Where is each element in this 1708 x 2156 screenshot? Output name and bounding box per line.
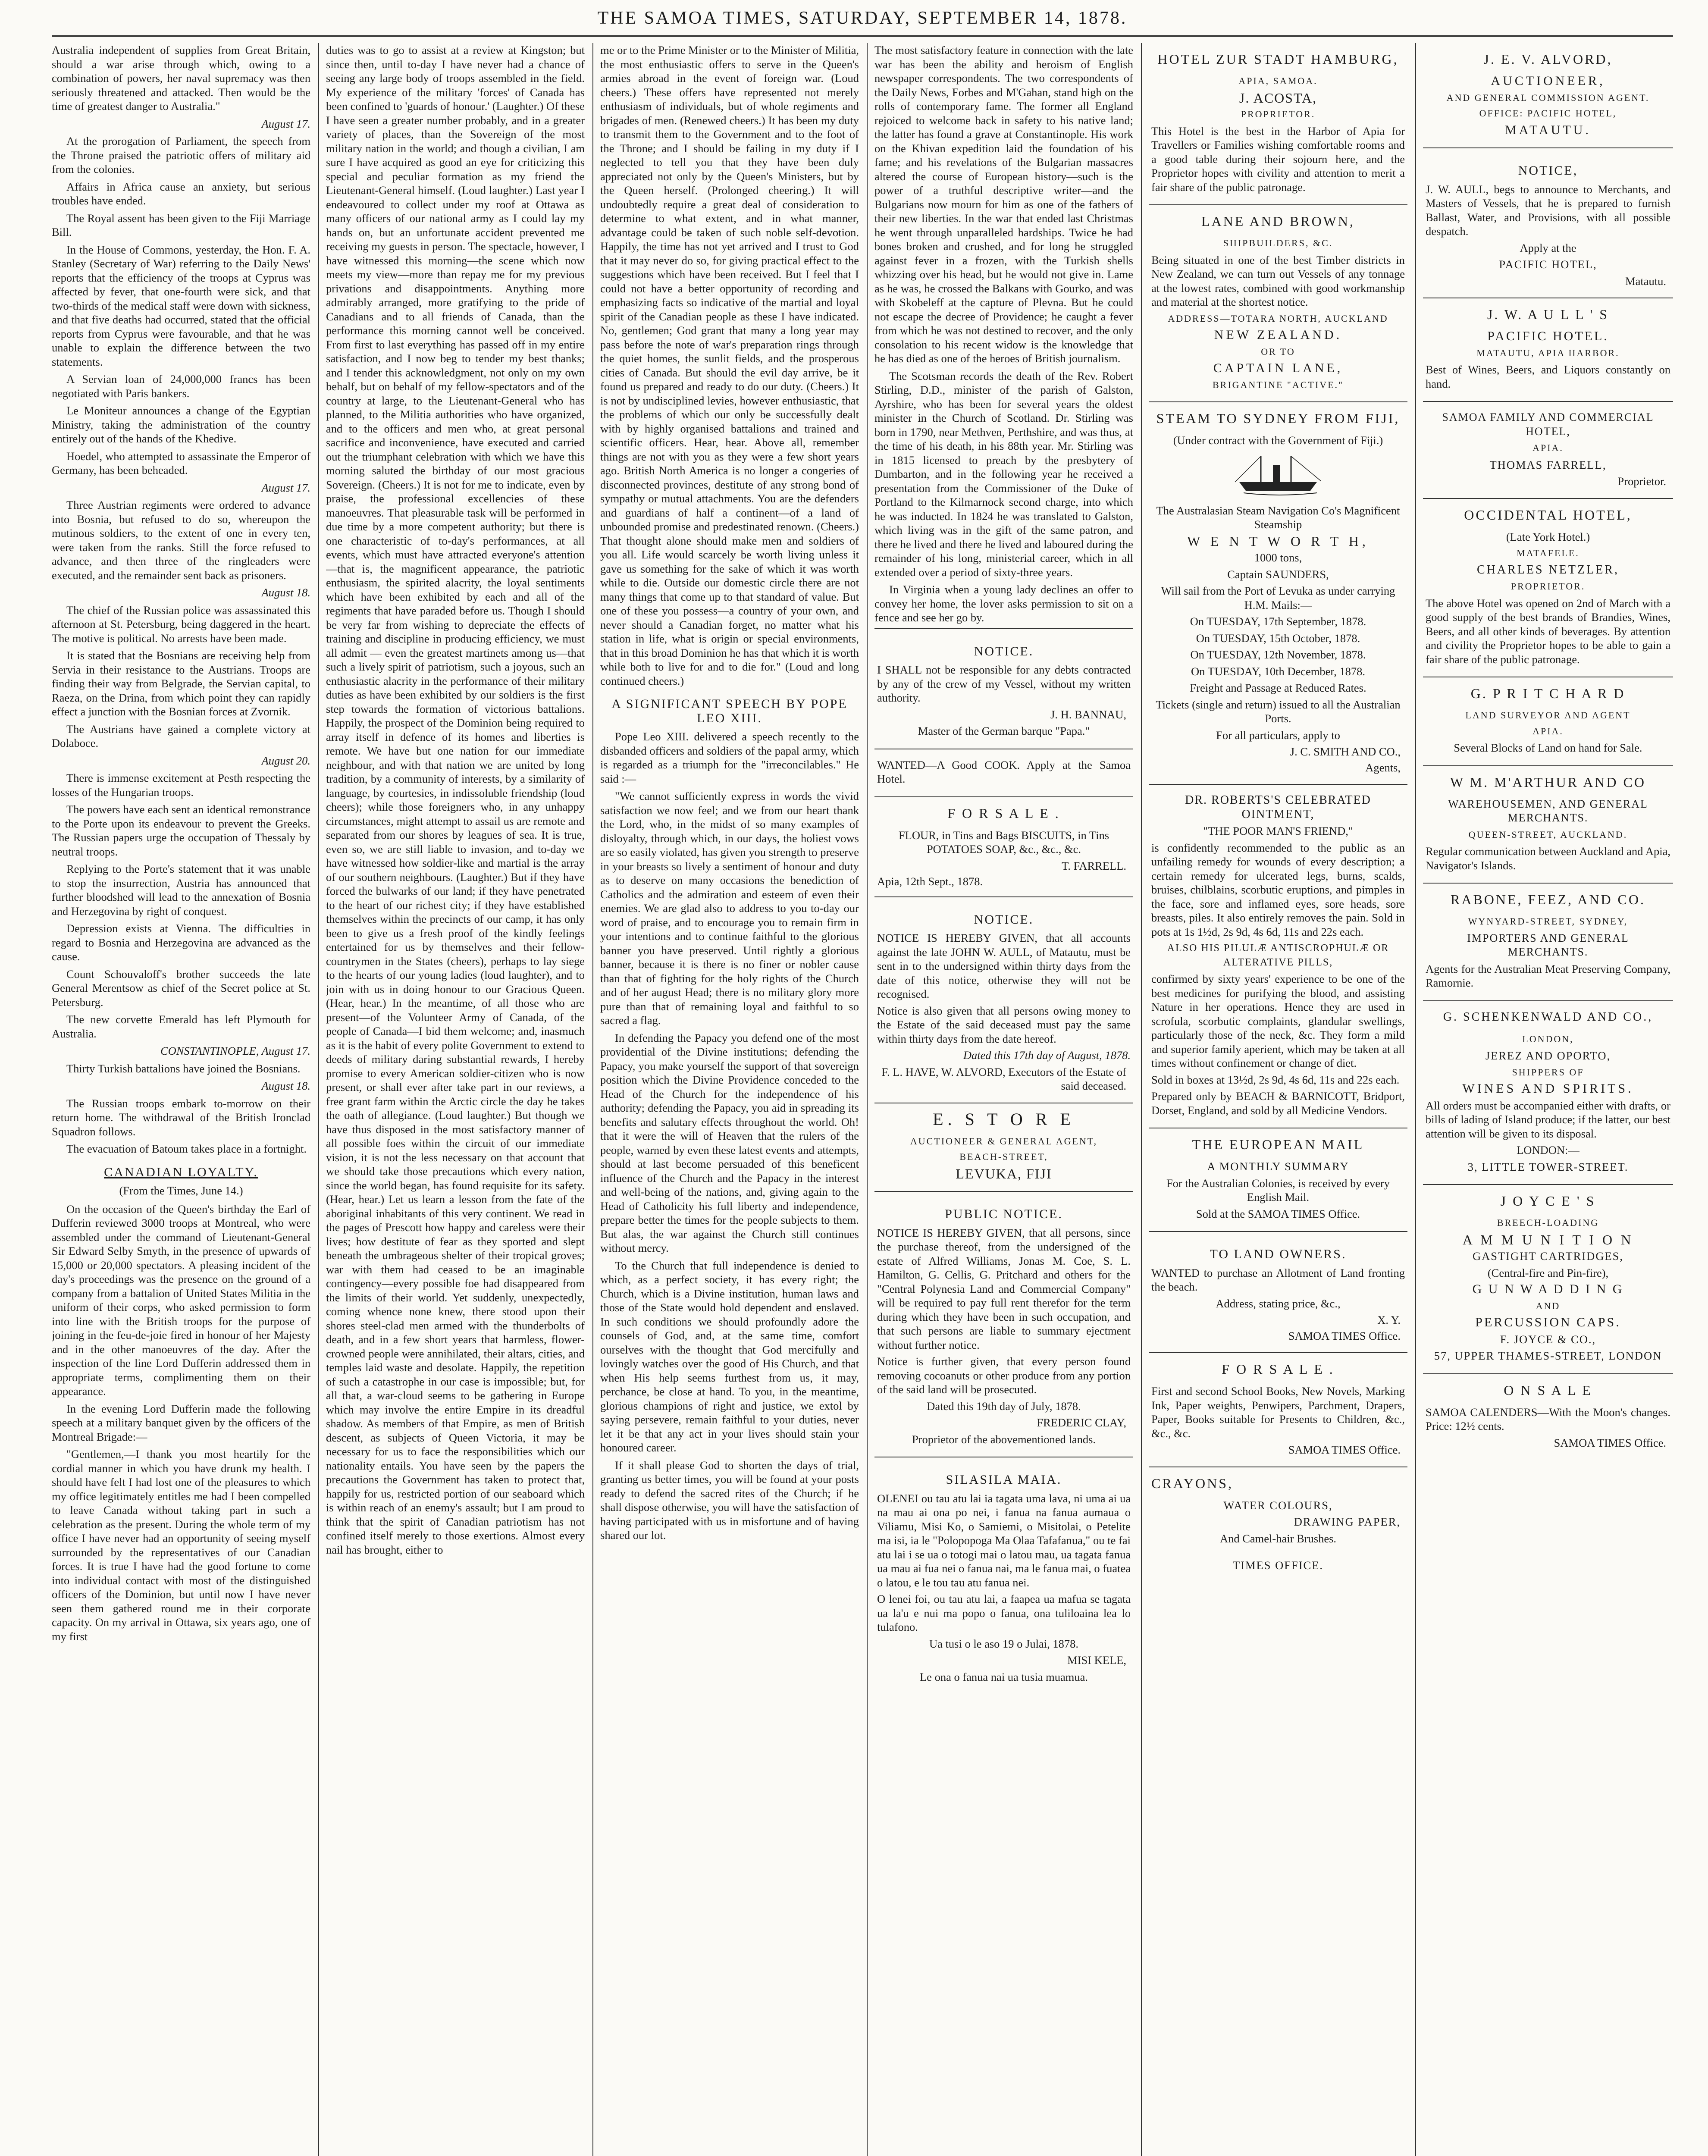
ad-title: W M. M'ARTHUR AND CO	[1450, 774, 1646, 790]
notice-title: NOTICE.	[974, 644, 1034, 658]
ad-subtitle: (Late York Hotel.)	[1506, 530, 1590, 543]
ad-ship-name: W E N T W O R T H,	[1187, 533, 1369, 549]
column-divider	[1415, 43, 1416, 2156]
ad-city: APIA, SAMOA.	[1238, 75, 1318, 86]
notice-captain	[874, 628, 1133, 749]
ad-hotel: PACIFIC HOTEL,	[1499, 258, 1597, 271]
notice-title: PUBLIC NOTICE.	[945, 1207, 1063, 1221]
ad-wanted-cook	[874, 749, 1133, 797]
steamship-icon	[1231, 452, 1326, 499]
ad-title: F O R S A L E .	[947, 805, 1060, 821]
paragraph: In the House of Commons, yesterday, the Hon. F. A. Stanley (Secretary of War) referring to the Daily News' reports that the efficiency of the troops at Cyprus was affected by fever, that one-fourth were sick, and that two-thirds of the medical staff were down with sickness, and that five deaths had occurred, stated that the official reports from Cyprus were favourable, and that he was unable to explain the difference between the two statements.	[52, 243, 310, 368]
ad-title: O N S A L E	[1504, 1382, 1592, 1398]
ad-firm: F. JOYCE & CO.,	[1500, 1332, 1596, 1346]
paragraph: Australia independent of supplies from Great Britain, should a war arise through which, owing to a combination of powers, her naval supremacy was then seriously threatened and attacked. Then would be the time of greatest danger to Australia."	[52, 44, 310, 113]
notice-role: Proprietor of the abovementioned lands.	[912, 1432, 1096, 1446]
ad-title: SAMOA FAMILY AND COMMERCIAL HOTEL,	[1442, 411, 1654, 438]
ad-mcarthur	[1423, 766, 1673, 884]
ad-items: FLOUR, in Tins and Bags BISCUITS, in Tins POTATOES SOAP, &c., &c., &c.	[898, 828, 1109, 856]
column-divider	[867, 43, 868, 2156]
ad-joyces-ammunition	[1423, 1185, 1673, 1374]
ad-body: Agents for the Australian Meat Preserving Company, Ramornie.	[1426, 962, 1670, 989]
ad-sailing-date: On TUESDAY, 17th September, 1878.	[1190, 615, 1366, 628]
ad-sailing-date: On TUESDAY, 15th October, 1878.	[1196, 631, 1360, 645]
ad-alvord-auctioneer	[1423, 43, 1673, 148]
ad-title: J. W. A U L L ' S	[1487, 307, 1609, 322]
ad-hotel: PACIFIC HOTEL.	[1487, 329, 1609, 343]
ad-body: is confidently recommended to the public as an unfailing remedy for wounds of every description; a certain remedy for ulcerated legs, burns, scalds, bruises, chilblains, scorbutic eruptions, and pimples in the face, sore and inflamed eyes, sore heads, sore breasts, piles. It also entirely removes the pain. Sold in pots at 1s 1½d, 2s 9d, 4s 6d, 11s and 22s each.	[1151, 841, 1405, 938]
ad-body: Best of Wines, Beers, and Liquors constantly on hand.	[1426, 363, 1670, 390]
ad-wines: WINES AND SPIRITS.	[1462, 1081, 1634, 1096]
ad-body: This Hotel is the best in the Harbor of Apia for Travellers or Families wishing comfortable rooms and a good table during their sojourn here, and the Proprietor hopes with civility and attention to merit a fair share of the public patronage.	[1151, 124, 1405, 194]
ad-address: QUEEN-STREET, AUCKLAND.	[1468, 829, 1628, 840]
public-notice	[874, 1192, 1133, 1457]
paragraph: Replying to the Porte's statement that it was unable to stop the insurrection, Austria has announced that further bloodshed will lead to the annexation of Bosnia and Herzegovina by right of conquest.	[52, 862, 310, 918]
paragraph: Thirty Turkish battalions have joined the Bosnians.	[66, 1062, 301, 1075]
ad-captain: CAPTAIN LANE,	[1213, 361, 1343, 375]
ad-pritchard	[1423, 677, 1673, 766]
ad-agents: Agents,	[1365, 761, 1401, 774]
column-divider	[1141, 43, 1142, 2156]
ad-office: TIMES OFFICE.	[1232, 1559, 1324, 1572]
article-headline: A SIGNIFICANT SPEECH BY POPE LEO XIII.	[611, 697, 848, 725]
paragraph: The new corvette Emerald has left Plymouth for Australia.	[52, 1013, 310, 1040]
ad-london: LONDON:—	[1517, 1144, 1580, 1156]
ad-and: AND	[1536, 1300, 1561, 1311]
ad-subtitle: (Under contract with the Government of Fiji.)	[1173, 434, 1383, 447]
paragraph: Three Austrian regiments were ordered to advance into Bosnia, but refused to do so, whereupon the mutinous soldiers, to the extent of one in every ten, were taken from the ranks. Still the force refused to advance, and then three of the ringleaders were executed, and the remainder sent back as prisoners.	[52, 498, 310, 582]
ad-sailing: Will sail from the Port of Levuka as under carrying H.M. Mails:—	[1161, 584, 1395, 611]
ad-title: G. P R I T C H A R D	[1470, 686, 1626, 701]
ad-title: OCCIDENTAL HOTEL,	[1464, 507, 1632, 523]
paragraph: In the evening Lord Dufferin made the following speech at a military banquet given by the officers of the Montreal Brigade:—	[52, 1402, 310, 1443]
ad-caps: PERCUSSION CAPS.	[1475, 1315, 1621, 1329]
ad-sold: Sold at the SAMOA TIMES Office.	[1196, 1207, 1360, 1220]
ad-body: J. W. AULL, begs to announce to Merchants, and Masters of Vessels, that he is prepared to furnish Ballast, Water, and Provisions, with all possible despatch.	[1426, 182, 1670, 238]
ad-title: E. S T O R E	[933, 1109, 1075, 1129]
ad-freight: Freight and Passage at Reduced Rates.	[1190, 681, 1366, 694]
paragraph: "Gentlemen,—I thank you most heartily for the cordial manner in which you have drunk my health. I should have felt I had lost one of the pleasures to which my office legitimately entitles me had I been compelled to leave Canada without taking part in such a celebration as the present. During the whole term of my office I have never had an opportunity of seeing myself surrounded by the representatives of our Canadian forces. It is true I have had the good fortune to come into individual contact with most of the distinguished officers of the Dominion, but until now I have never seen them gathered round me in their corporate capacity. On my arrival in Ottawa, six years ago, one of my first	[52, 1448, 310, 1643]
ad-body: WANTED to purchase an Allotment of Land fronting the beach.	[1151, 1266, 1405, 1293]
article-headline: CANADIAN LOYALTY.	[104, 1165, 258, 1179]
ad-schenkenwald	[1423, 1001, 1673, 1185]
column-divider	[592, 43, 593, 2156]
paragraph: It is stated that the Bosnians are receiving help from Servia in their resistance to the Austrians. Troops are finding their way from Belgrade, the Servian capital, to Raeza, on the Drina, from which point they can rapidly effect a junction with the Bosnian forces at Zvornik.	[52, 649, 310, 718]
column-4	[874, 43, 1133, 2156]
notice-signature: F. L. HAVE, W. ALVORD, Executors of the Estate of said deceased.	[881, 1065, 1126, 1092]
notice-signature: J. H. BANNAU,	[1050, 708, 1126, 721]
article-source: (From the Times, June 14.)	[119, 1184, 243, 1197]
ad-subtitle: "THE POOR MAN'S FRIEND,"	[1203, 824, 1353, 837]
ad-address: 57, UPPER THAMES-STREET, LONDON	[1434, 1349, 1662, 1362]
paragraph: The powers have each sent an identical remonstrance to the Porte upon its endeavour to prevent the Greeks. The Russian papers urge the occupation of Thessaly by neutral troops.	[52, 803, 310, 858]
ad-location: MATAUTU, APIA HARBOR.	[1476, 347, 1620, 358]
paragraph: To the Church that full independence is denied to which, as a perfect society, it has every right; the Church, which is a Divine institution, human laws and those of the State would hold dependent and enslaved. In such conditions we should profoundly adore the counsels of God, and, at the same time, comfort ourselves with the thought that God mercifully and lovingly watches over the good of His Church, and that when His help seems furthest from us, it may, perchance, be close at hand. To you, in the meantime, glorious champions of right and justice, we extol by saying persevere, remain faithful to your duties, never let it be that any act in your lives should stain your honoured career.	[600, 1259, 859, 1454]
ad-apply: Apply at the	[1520, 241, 1576, 254]
ad-office: SAMOA TIMES Office.	[1554, 1436, 1666, 1449]
paragraph: In defending the Papacy you defend one of the most providential of the Divine institutions; defending the Papacy, you make yourself the support of that sovereign position which the Divine Providence conceded to the Head of the Church for the independence of his authority; defending the Papacy, you aid in spreading its benefits and salutary effects throughout the world. Oh! that it were the will of Heaven that the rulers of the people, warned by even these latest events and attempts, should at last become persuaded of this beneficent influence of the Church and the Papacy in the interest and well-being of the nations, and, giving again to the Head of Catholicity his full liberty and independence, prepare better the times for the people subjects to them. But alas, the war against the Church still continues without mercy.	[600, 1031, 859, 1254]
paragraph: If it shall please God to shorten the days of trial, granting us better times, you will be found at your posts ready to defend the sacred rites of the Church; if he shall dispose otherwise, you will have the satisfaction of having participated with us in misfortune and of having shared our lot.	[600, 1458, 859, 1542]
notice-role: Master of the German barque "Papa."	[918, 724, 1090, 737]
dateline: August 18.	[261, 586, 310, 599]
paragraph: The Scotsman records the death of the Rev. Robert Stirling, D.D., minister of the parish of Galston, Ayrshire, who has been for several years the oldest minister in the Church of Scotland. Dr. Stirling was born in 1790, near Methven, Perthshire, and was thus, at the time of his death, in his 88th year. Mr. Stirling was in 1815 licensed to preach by the presbytery of Dumbarton, and in the following year he received a presentation from the Commissioner of the Duke of Portland to the Kilmarnock second charge, into which he was inducted. In 1824 he was translated to Galston, which living was in the gift of the same patron, and there he lived and there he lived and laboured during the remainder of his long, ministerial career, which in all extended over a period of sixty-three years.	[874, 369, 1133, 579]
ad-title: LANE AND BROWN,	[1201, 213, 1355, 229]
ad-subtitle: IMPORTERS AND GENERAL MERCHANTS.	[1467, 931, 1629, 958]
ad-lane-and-brown	[1149, 205, 1407, 402]
ad-date: Apia, 12th Sept., 1878.	[877, 875, 983, 888]
notice-body: Notice is further given, that every person found removing cocoanuts or other produce from any portion of the said land will be prosecuted.	[877, 1355, 1131, 1396]
ad-title: HOTEL ZUR STADT HAMBURG,	[1157, 51, 1399, 67]
notice-date: Dated this 19th day of July, 1878.	[927, 1399, 1081, 1413]
ad-sailing-date: On TUESDAY, 12th November, 1878.	[1190, 648, 1366, 661]
ad-city: LEVUKA, FIJI	[956, 1166, 1052, 1181]
ad-title: F O R S A L E .	[1222, 1361, 1335, 1377]
notice-body: NOTICE IS HEREBY GIVEN, that all accounts against the late JOHN W. AULL, of Matautu, must be sent in to the undersigned within thirty days from the date of this notice, otherwise they will not be recognised.	[877, 931, 1131, 1000]
ad-tonnage: 1000 tons,	[1254, 551, 1302, 564]
ad-rabone-feez	[1423, 884, 1673, 1001]
paragraph: The chief of the Russian police was assassinated this afternoon at St. Petersburg, being daggered in the heart. The motive is political. No arrests have been made.	[52, 603, 310, 645]
paragraph: me or to the Prime Minister or to the Minister of Militia, the most enthusiastic offers to serve in the Queen's armies abroad in the event of foreign war. (Loud cheers.) These offers have represented not merely enthusiasm of individuals, but of whole regiments and brigades of men. (Renewed cheers.) It has been my duty to transmit them to the Government and to the foot of the Throne; and I should be failing in my duty if I neglected to tell you that they have been duly appreciated not only by the Queen's Ministers, but by the Queen herself. (Prolonged cheering.) It will undoubtedly require a great deal of consideration to determine to what extent, and in what manner, advantage could be taken of such noble self-devotion. Happily, the time has not yet arrived and I trust to God that it may never do so, for giving practical effect to the suggestions which have been received. But I feel that I could not have a better opportunity of recording and emphasizing facts so indicative of the martial and loyal spirit of the Canadian people as these I have indicated. No, gentlemen; God grant that many a long year may pass before the note of war's preparation rings through the quiet homes, the sunlit fields, and the prosperous cities of Canada. But should the evil day arrive, be it found us prepared and ready to do our duty. (Cheers.) It is not by undisciplined levies, however enthusiastic, that the problems of which our only be successfully dealt with by highly organised battalions and trained and scientific officers. Hear, hear. Above all, remember things are not with you as they were a few short years ago. British North America is no longer a congeries of disconnected provinces, destitute of any strong bond of sympathy or mutual attachments. You are the defenders and guardians of half a continent—of a land of unbounded promise and predestinated renown. (Cheers.) That thought alone should make men and soldiers of you all. Life would scarcely be worth living unless it gave us something for the sake of which it was worth while to die. Outside our domestic circle there are not many things that come up to that standard of value. But one of these you possess—a country of your own, and never should a Canadian forget, no matter what his station in life, what is origin or special environments, that in this broad Dominion he has that which it is worth while both to live for and to die for." (Loud and long continued cheers.)	[600, 44, 859, 687]
ad-subtitle: AUCTIONEER & GENERAL AGENT,	[910, 1135, 1098, 1147]
ad-item: And Camel-hair Brushes.	[1219, 1532, 1337, 1545]
ad-title: CRAYONS,	[1151, 1475, 1233, 1491]
ad-location: MATAUTU.	[1505, 122, 1591, 137]
ad-body: All orders must be accompanied either with drafts, or bills of lading of Island produce; if the latter, our best attention will be given to its disposal.	[1426, 1099, 1670, 1140]
notice-silasila-maia	[874, 1457, 1133, 1694]
notice-role: Le ona o fanua nai ua tusia muamua.	[920, 1670, 1088, 1683]
ad-pills-title: ALSO HIS PILULÆ ANTISCROPHULÆ OR ALTERATIVE PILLS,	[1167, 943, 1389, 968]
ad-or: OR TO	[1261, 346, 1295, 357]
ad-address: BEACH-STREET,	[959, 1151, 1048, 1162]
ad-role: SHIPPERS OF	[1512, 1066, 1584, 1078]
ad-apply: For all particulars, apply to	[1216, 728, 1340, 742]
paragraph: duties was to go to assist at a review at Kingston; but since then, until to-day I have never had a chance of seeing any large body of troops assembled in the field. My experience of the military 'forces' of Canada has been confined to 'guards of honour.' (Laughter.) Of these I have seen a greater number probably, and in a greater variety of places, than the Sovereign of the most military nation in the world; and though a civilian, I am sure I have acquired as good an eye for criticizing this special and peculiar formation as my friend the Lieutenant-General himself. (Loud laughter.) Last year I endeavoured to collect under my roof at Ottawa as many officers of our national army as I could lay my hands on, but an unfortunate accident prevented me receiving my guests in person. The spectacle, however, I have witnessed this morning—the scene which now meets my view—more than repay me for my previous privations and disappointments. Anything more admirably arranged, more gratifying to the pride of Canadians and to all friends of Canada, than the performance this morning cannot well be conceived. From first to last everything has passed off in my entire satisfaction, and I now beg to tender my best thanks; and I tender this acknowledgment, not only on my own behalf, but on behalf of my fellow-spectators and of the country at large, to the Lieutenant-General who has planned, to the Militia authorities who have organized, and to the officers and men who, at great personal sacrifice and inconvenience, have executed and carried out the triumphant celebration with which we have this morning saluted the birthday of our most gracious Sovereign. (Cheers.) It is not for me to indicate, even by praise, the professional excellencies of these manoeuvres. That pleasurable task will be performed in due time by a more competent authority; but there is one characteristic of to-day's performances, at all events, which must have attracted everyone's attention—that is, the magnificent appearance, the patriotic enthusiasm, the spirited alacrity, the loyal sentiments which have been exhibited by each and all of the regiments that have paraded before us. Though I should be very far from wishing to depreciate the effects of training and discipline in producing efficiency, we must all admit — even the greatest martinets among us—that such a lively spirit of patriotism, such a joyous, such an enthusiastic alacrity in the performance of their military duties as have been exhibited by our soldiers is the first step towards the formation of victorious battalions. Happily, the prospect of the Dominion being required to array itself in defence of its homes and liberties is remote. We have but one nation for our immediate neighbour, and with that nation we are united by long tradition, by a community of interests, by a similarity of language, by courtesies, in indissoluble friendship (loud cheers); while those foreigners who, in any unhappy circumstances, might attempt to assail us are remote and separated from our shores by leagues of sea. It is true, even so, we are still liable to invasion, and to-day we have witnessed how soldier-like and martial is the array of our southern neighbours. (Laughter.) But if they have forced the bulwarks of our land; if they have penetrated to the heart of our richest city; if they have established themselves within the precincts of our camp, it has only been to give us a fresh proof of the kindly feelings entertained for us by themselves and their fellow-countrymen in the States (cheers), perhaps to lay siege to the hearts of our young ladies (loud laughter), and to join with us in doing honour to our Gracious Queen. (Hear, hear.) In the meantime, of all those who are present—of the Volunteer Army of Canada, of the people of Canada—I bid them welcome; and, inasmuch as it is the habit of every polite Government to extend to deeds of military daring substantial rewards, I hereby promise to every American soldier-citizen who is now present, or shall ever after take part in our reviews, a free grant farm within the Arctic circle the day he takes the oath of allegiance. (Loud laughter.) But though we have thus disposed in the most satisfactory manner of all possible foes within the circuit of our immediate vision, it is not the less necessary on that account that we should take those precautions which every nation, since the world began, has found requisite for its safety. (Hear, hear.) Let us learn a lesson from the fate of the aboriginal inhabitants of this very continent. We read in the pages of Prescott how happy and careless were their lives; how destitute of fear as they sported and slept beneath the umbrageous shelter of their tropical groves; war with them had ceased to be an imaginable contingency—every possible foe had disappeared from the limits of their world. Yet suddenly, unexpectedly, coming whence none knew, there stood upon their shores steel-clad men armed with the thunderbolts of death, and in a few short years that harmless, flower-crowned people were annihilated, their altars, cities, and temples laid waste and desolate. Happily, the repetition of such a catastrophe in our case is impossible; but, for all that, a war-cloud seems to be gathering in Europe which may involve the entire Empire in its dreadful shadow. As members of that Empire, as men of British descent, as subjects of Queen Victoria, it may be necessary for us to face the responsibilities which our nationality entails. You have seen by the papers the precautions the Government has taken to protect that, happily for us, restricted portion of our seaboard which is within reach of an enemy's assault; but I am proud to think that the spirit of Canadian patriotism has not confined itself merely to those exertions. Almost every nail has brought, either to	[326, 44, 585, 1556]
ad-body: Regular communication between Auckland and Apia, Navigator's Islands.	[1426, 845, 1670, 872]
ad-body: First and second School Books, New Novels, Marking Ink, Paper weights, Penwipers, Parchment, Drapers, Paper, Books suitable for Presents to Children, &c., &c., &c.	[1151, 1385, 1405, 1440]
dateline: CONSTANTINOPLE, August 17.	[160, 1044, 310, 1057]
ad-subtitle: WAREHOUSEMEN, AND GENERAL MERCHANTS.	[1448, 797, 1648, 824]
ad-title: RABONE, FEEZ, AND CO.	[1450, 892, 1645, 907]
notice-signature: MISI KELE,	[1067, 1654, 1126, 1667]
dateline: August 18.	[261, 1079, 310, 1092]
dateline: August 17.	[261, 117, 310, 130]
ad-item: WATER COLOURS,	[1223, 1498, 1333, 1512]
ad-agent: J. C. SMITH AND CO.,	[1290, 745, 1401, 758]
ad-owner: J. ACOSTA,	[1239, 90, 1317, 106]
paragraph: There is immense excitement at Pesth respecting the losses of the Hungarian troops.	[52, 771, 310, 799]
paragraph: "We cannot sufficiently express in words the vivid satisfaction we now feel; and we from our heart thank the Lord, who, in the midst of so many examples of disloyalty, through which, in our days, the holiest vows are so easily violated, has given you strength to preserve in your breasts so lively a sentiment of honour and duty as to deserve on many occasions the benediction of Catholics and the admiration and esteem of even their enemies. We are glad also to address to you to-day our word of praise, and to encourage you to remain firm in your intentions and to continue faithful to the glorious banner you have preserved. Until rightly a glorious banner, because it is there is no finer or nobler cause than that of fighting for the holy rights of the Church and of her august Head; there is no military glory more pure than that of remaining loyal and faithful to so sacred a flag.	[600, 790, 859, 1027]
notice-body: I SHALL not be responsible for any debts contracted by any of the crew of my Vessel, without my written authority.	[877, 663, 1131, 704]
paragraph: The Austrians have gained a complete victory at Dolaboce.	[52, 722, 310, 749]
ad-title: NOTICE,	[1518, 163, 1578, 178]
ad-owner: THOMAS FARRELL,	[1489, 458, 1607, 471]
notice-estate-aull	[874, 897, 1133, 1103]
ad-subtitle: JEREZ AND OPORTO,	[1485, 1049, 1611, 1062]
dateline: August 17.	[261, 481, 310, 494]
notice-body: NOTICE IS HEREBY GIVEN, that all persons, since the purchase thereof, from the undersigned of the estate of Alfred Williams, Jonas M. Coe, S. L. Hamilton, G. Cellis, G. Pritchard and others for the "Central Polynesia Land and Commercial Company" will be required to pay full rent therefor for the term during which they have been in such occupation, and that such persons are liable to summary ejectment without further notice.	[877, 1226, 1131, 1351]
ad-address: WYNYARD-STREET, SYDNEY,	[1468, 916, 1628, 927]
ad-title: J. E. V. ALVORD,	[1483, 51, 1613, 67]
ad-european-mail	[1149, 1128, 1407, 1232]
ad-title: J O Y C E ' S	[1500, 1193, 1596, 1209]
ad-on-sale-calendars	[1423, 1374, 1673, 1460]
ad-title: THE EUROPEAN MAIL	[1192, 1137, 1364, 1152]
ad-title: STEAM TO SYDNEY FROM FIJI,	[1156, 411, 1400, 426]
ad-company: The Australasian Steam Navigation Co's Magnificent Steamship	[1156, 504, 1400, 531]
paragraph: The Russian troops embark to-morrow on their return home. The withdrawal of the British Ironclad Squadron follows.	[52, 1097, 310, 1138]
notice-body: OLENEI ou tau atu lai ia tagata uma lava, ni uma ai ua na mau ai ona po nei, i fanua na fanua aumaua o Viliamu, Misi Ko, o Samiemi, o Misitolai, o Petelite ma isi, ia le "Polopopoga Ma Olaa Tafafanua," ou te fai atu lai i se ua o totogi mai o latou mau, ua tagata fanua ua mau ai fua nei o fanua nai, ma le fanua mai, o fuatea o latou, e le tou tau atu fanua nei.	[877, 1492, 1131, 1589]
ad-body: WANTED—A Good COOK. Apply at the Samoa Hotel.	[877, 758, 1131, 785]
ad-address: ADDRESS—TOTARA NORTH, AUCKLAND	[1168, 313, 1388, 324]
ad-role: Proprietor.	[1617, 475, 1666, 488]
notice-title: NOTICE.	[974, 912, 1034, 927]
ad-notice-aull	[1423, 148, 1673, 298]
ad-store-levuka	[874, 1103, 1133, 1192]
notice-body: Notice is also given that all persons owing money to the Estate of the said deceased must pay the same within thirty days from the date hereof.	[877, 1004, 1131, 1045]
column-6	[1423, 43, 1673, 2156]
ad-country: NEW ZEALAND.	[1214, 328, 1342, 342]
ad-tickets: Tickets (single and return) issued to all the Australian Ports.	[1156, 698, 1401, 725]
column-5	[1149, 43, 1407, 2156]
ad-office: SAMOA TIMES Office.	[1288, 1329, 1401, 1342]
notice-date: Ua tusi o le aso 19 o Julai, 1878.	[929, 1637, 1078, 1650]
ad-location: APIA.	[1532, 442, 1564, 453]
ad-dr-roberts-ointment	[1149, 785, 1407, 1128]
ad-location: APIA.	[1532, 725, 1564, 736]
ad-office: SAMOA TIMES Office.	[1288, 1443, 1401, 1456]
ad-body: Prepared only by BEACH & BARNICOTT, Bridport, Dorset, England, and sold by all Medicine Vendors.	[1151, 1090, 1405, 1117]
paragraph: Count Schouvaloff's brother succeeds the late General Merentsow as chief of the Secret police at St. Petersburg.	[52, 967, 310, 1009]
ad-samoa-family-hotel	[1423, 402, 1673, 499]
ad-role: LAND SURVEYOR AND AGENT	[1465, 710, 1631, 721]
notice-date: Dated this 17th day of August, 1878.	[963, 1049, 1131, 1062]
ad-sailing-date: On TUESDAY, 10th December, 1878.	[1191, 664, 1366, 678]
ad-ammunition: A M M U N I T I O N	[1462, 1232, 1634, 1247]
column-1	[52, 43, 310, 2156]
ad-to-land-owners	[1149, 1232, 1407, 1353]
ad-subtitle: AND GENERAL COMMISSION AGENT.	[1446, 92, 1650, 103]
ad-signature: T. FARRELL.	[1062, 859, 1126, 872]
ad-body: Several Blocks of Land on hand for Sale.	[1454, 741, 1642, 754]
ad-captain: Captain SAUNDERS,	[1227, 567, 1329, 581]
notice-title: SILASILA MAIA.	[946, 1473, 1062, 1487]
ad-fire: (Central-fire and Pin-fire),	[1487, 1266, 1609, 1279]
paragraph: At the prorogation of Parliament, the speech from the Throne praised the patriotic offers of military aid from the colonies.	[52, 135, 310, 175]
ad-location: LONDON,	[1522, 1033, 1574, 1044]
ad-item: DRAWING PAPER,	[1294, 1515, 1401, 1528]
ad-title: G. SCHENKENWALD AND CO.,	[1443, 1010, 1653, 1024]
ad-body: Sold in boxes at 13½d, 2s 9d, 4s 6d, 11s and 22s each.	[1151, 1073, 1400, 1086]
ad-signature: X. Y.	[1377, 1313, 1401, 1326]
ad-wadding: G U N W A D D I N G	[1472, 1282, 1624, 1296]
masthead-rule	[52, 35, 1673, 37]
ad-address: Address, stating price, &c.,	[1216, 1297, 1341, 1310]
ad-body: The above Hotel was opened on 2nd of March with a good supply of the best brands of Brandies, Wines, Beers, and all other kinds of beverages. By attention and civility the Proprietor hopes to be able to gain a fair share of the public patronage.	[1426, 596, 1670, 666]
paragraph: Affairs in Africa cause an anxiety, but serious troubles have ended.	[52, 180, 310, 207]
ad-title: DR. ROBERTS'S CELEBRATED OINTMENT,	[1185, 793, 1371, 821]
ad-body: confirmed by sixty years' experience to be one of the best medicines for purifying the blood, and assisting Nature in her operations. Hence they are used in scrofula, scorbutic complaints, glandular swellings, particularly those of the neck, &c. They form a mild and superior family aperient, which may be taken at all times without confinement or change of diet.	[1151, 972, 1405, 1069]
paragraph: The evacuation of Batoum takes place in a fortnight.	[66, 1142, 307, 1155]
ad-body: For the Australian Colonies, is received by every English Mail.	[1166, 1176, 1390, 1203]
paragraph: The Royal assent has been given to the Fiji Marriage Bill.	[52, 211, 310, 238]
dateline: August 20.	[261, 754, 310, 767]
ad-cartridges: GASTIGHT CARTRIDGES,	[1472, 1250, 1624, 1263]
ad-ship: BRIGANTINE "ACTIVE."	[1212, 379, 1344, 390]
ad-aulls-pacific-hotel	[1423, 298, 1673, 402]
ad-role: AUCTIONEER,	[1491, 74, 1605, 88]
column-3	[600, 43, 859, 2156]
paragraph: A Servian loan of 24,000,000 francs has been negotiated with Paris bankers.	[52, 373, 310, 400]
ad-role: PROPRIETOR.	[1511, 581, 1586, 592]
ad-subtitle: BREECH-LOADING	[1497, 1217, 1599, 1228]
notice-body: O lenei foi, ou tau atu lai, a faapea ua mafua se tagata ua la'u e nui ma popo o fanua, ona tuliloaina lea lo tulafono.	[877, 1592, 1131, 1633]
paragraph: In Virginia when a young lady declines an offer to convey her home, the lover asks permission to sit on a fence and see her go by.	[874, 583, 1133, 624]
ad-steam-to-sydney	[1149, 402, 1407, 785]
ad-for-sale-farrell	[874, 797, 1133, 897]
ad-owner: CHARLES NETZLER,	[1477, 563, 1619, 577]
ad-for-sale-books	[1149, 1353, 1407, 1467]
column-2	[326, 43, 585, 2156]
ad-address: 3, LITTLE TOWER-STREET.	[1467, 1160, 1629, 1173]
masthead: THE SAMOA TIMES, SATURDAY, SEPTEMBER 14, 1878.	[597, 8, 1128, 28]
paragraph: The most satisfactory feature in connection with the late war has been the ability and heroism of English newspaper correspondents. The two correspondents of the Daily News, Forbes and M'Gahan, stand high on the rolls of contemporary fame. The former all England rejoiced to welcome back in safety to his native land; the latter has found a grave at Constantinople. His work on the Khivan expedition laid the foundation of his fame; and his revelations of the Bulgarian massacres altered the course of European history—such is the power of a truthful descriptive writer—and the Bulgarians now mourn for him as one of the fathers of their new liberties. In the war that ended last Christmas he went through unparalleled hardships. Twice he had bones broken and crushed, and for long he struggled against fever in a frozen, with the Turkish shells whizzing over his head, but he would not give in. Lame as he was, he crossed the Balkans with Gourko, and was with Skobeleff at the capture of Plevna. But he could not escape the decree of Providence; he caught a fever from which he was not destined to recover, and the only consolation to his recent widow is the knowledge that he has died as one of the heroes of British journalism.	[874, 44, 1133, 365]
paragraph: Depression exists at Vienna. The difficulties in regard to Bosnia and Herzegovina are advanced as the cause.	[52, 922, 310, 963]
paragraph: Pope Leo XIII. delivered a speech recently to the disbanded officers and soldiers of the papal army, which is regarded as a triumph for the "irreconcilables." He said :—	[600, 730, 859, 785]
ad-occidental-hotel	[1423, 499, 1673, 678]
ad-hotel-zur-stadt-hamburg	[1149, 43, 1407, 205]
column-divider	[318, 43, 319, 2156]
ad-office: OFFICE: PACIFIC HOTEL,	[1479, 108, 1617, 119]
paragraph: Hoedel, who attempted to assassinate the Emperor of Germany, has been beheaded.	[52, 449, 310, 476]
notice-signature: FREDERIC CLAY,	[1037, 1416, 1126, 1429]
ad-body: SAMOA CALENDERS—With the Moon's changes. Price: 12½ cents.	[1426, 1405, 1670, 1432]
ad-role: PROPRIETOR.	[1241, 109, 1316, 119]
ad-location: Matautu.	[1625, 274, 1666, 288]
ad-title: TO LAND OWNERS.	[1210, 1247, 1347, 1261]
paragraph: Le Moniteur announces a change of the Egyptian Ministry, taking the administration of the country entirely out of the hands of the Khedive.	[52, 404, 310, 445]
ad-subtitle: A MONTHLY SUMMARY	[1207, 1160, 1349, 1173]
paragraph: On the occasion of the Queen's birthday the Earl of Dufferin reviewed 3000 troops at Montreal, who were assembled under the command of Lieutenant-General Sir Edward Selby Smyth, in the presence of upwards of 15,000 or 20,000 spectators. A pleasing incident of the day's proceedings was the presence on the ground of a company from a battalion of United States Militia in the uniform of their corps, who asked permission to form into line with the British troops for the purpose of joining in the feu-de-joie fired in honour of her Majesty and in the other manoeuvres of the day. After the inspection of the line Lord Dufferin addressed them in appropriate terms, complimenting them on their appearance.	[52, 1202, 310, 1398]
ad-location: MATAFELE.	[1517, 548, 1580, 558]
ad-crayons	[1149, 1467, 1407, 1583]
ad-subtitle: SHIPBUILDERS, &C.	[1223, 238, 1333, 248]
ad-body: Being situated in one of the best Timber districts in New Zealand, we can turn out Vessels of any tonnage at the lowest rates, combined with good workmanship and material at the shortest notice.	[1151, 253, 1405, 308]
